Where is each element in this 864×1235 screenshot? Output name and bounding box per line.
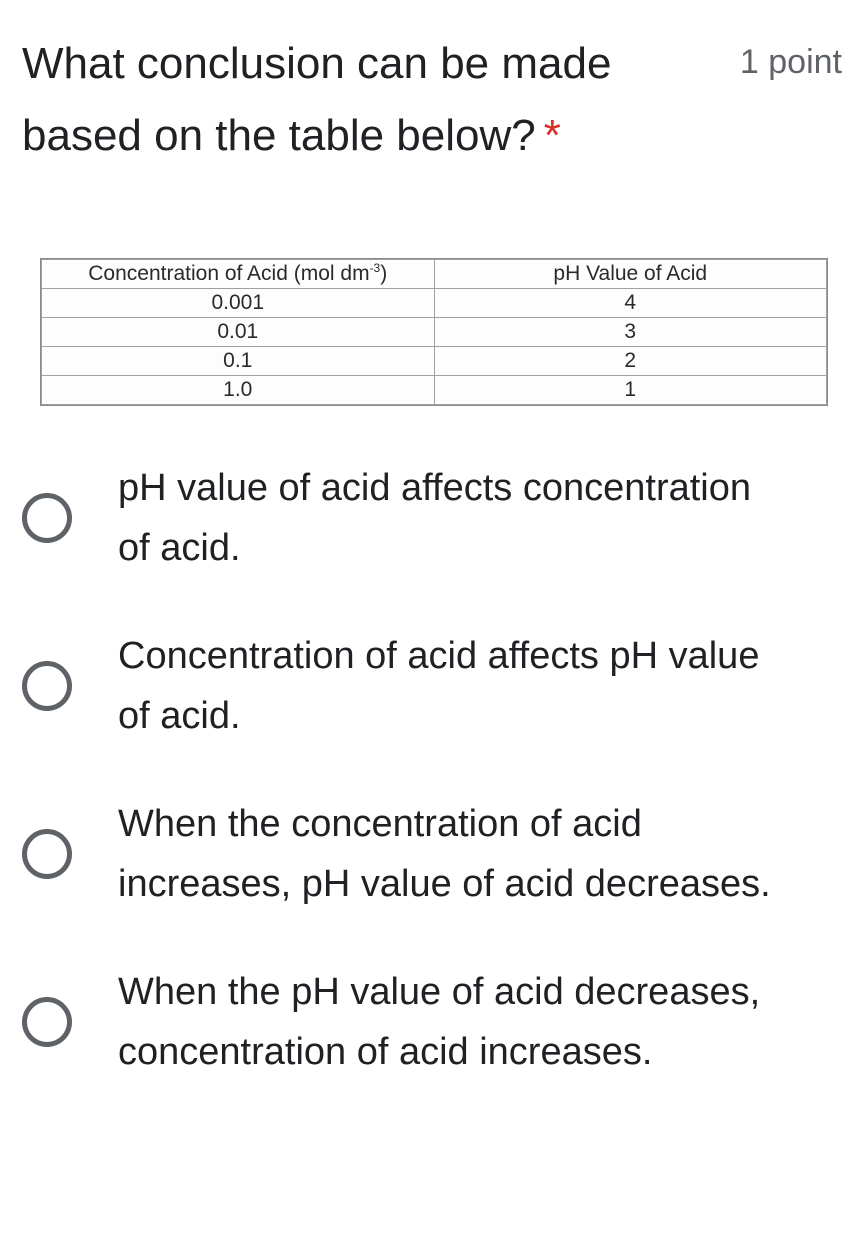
points-label: 1 point [739,43,842,81]
cell-concentration: 0.1 [42,347,435,376]
option-label[interactable]: Concentration of acid affects pH value of acid. [118,635,760,737]
option-4[interactable] [0,962,864,1082]
option-label[interactable]: pH value of acid affects concentration of acid. [118,467,752,569]
radio-button-icon[interactable] [22,829,72,879]
answer-options [0,458,864,1130]
table-header-row [42,260,827,289]
cell-ph: 3 [434,318,827,347]
cell-concentration: 0.001 [42,289,435,318]
question-title [22,28,712,172]
data-table [41,259,827,405]
radio-button-icon[interactable] [22,661,72,711]
header-concentration: Concentration of Acid (mol $dm^{-3}$) [42,260,435,289]
table-row [42,376,827,405]
option-1[interactable] [0,458,864,578]
cell-concentration: 1.0 [42,376,435,405]
option-label[interactable]: When the pH value of acid decreases, concentration of acid increases. [118,971,761,1073]
option-2[interactable] [0,626,864,746]
cell-ph: 2 [434,347,827,376]
question-text: What conclusion can be made based on the table below? [22,39,612,160]
cell-ph: 4 [434,289,827,318]
option-3[interactable] [0,794,864,914]
cell-ph: 1 [434,376,827,405]
radio-button-icon[interactable] [22,493,72,543]
cell-concentration: 0.01 [42,318,435,347]
radio-button-icon[interactable] [22,997,72,1047]
option-label[interactable]: When the concentration of acid increases, pH value of acid decreases. [118,803,771,905]
table-row [42,318,827,347]
header-ph-value: pH Value of Acid [434,260,827,289]
required-asterisk: * [543,111,561,160]
table-row [42,289,827,318]
table-row [42,347,827,376]
data-table-image [40,258,828,406]
